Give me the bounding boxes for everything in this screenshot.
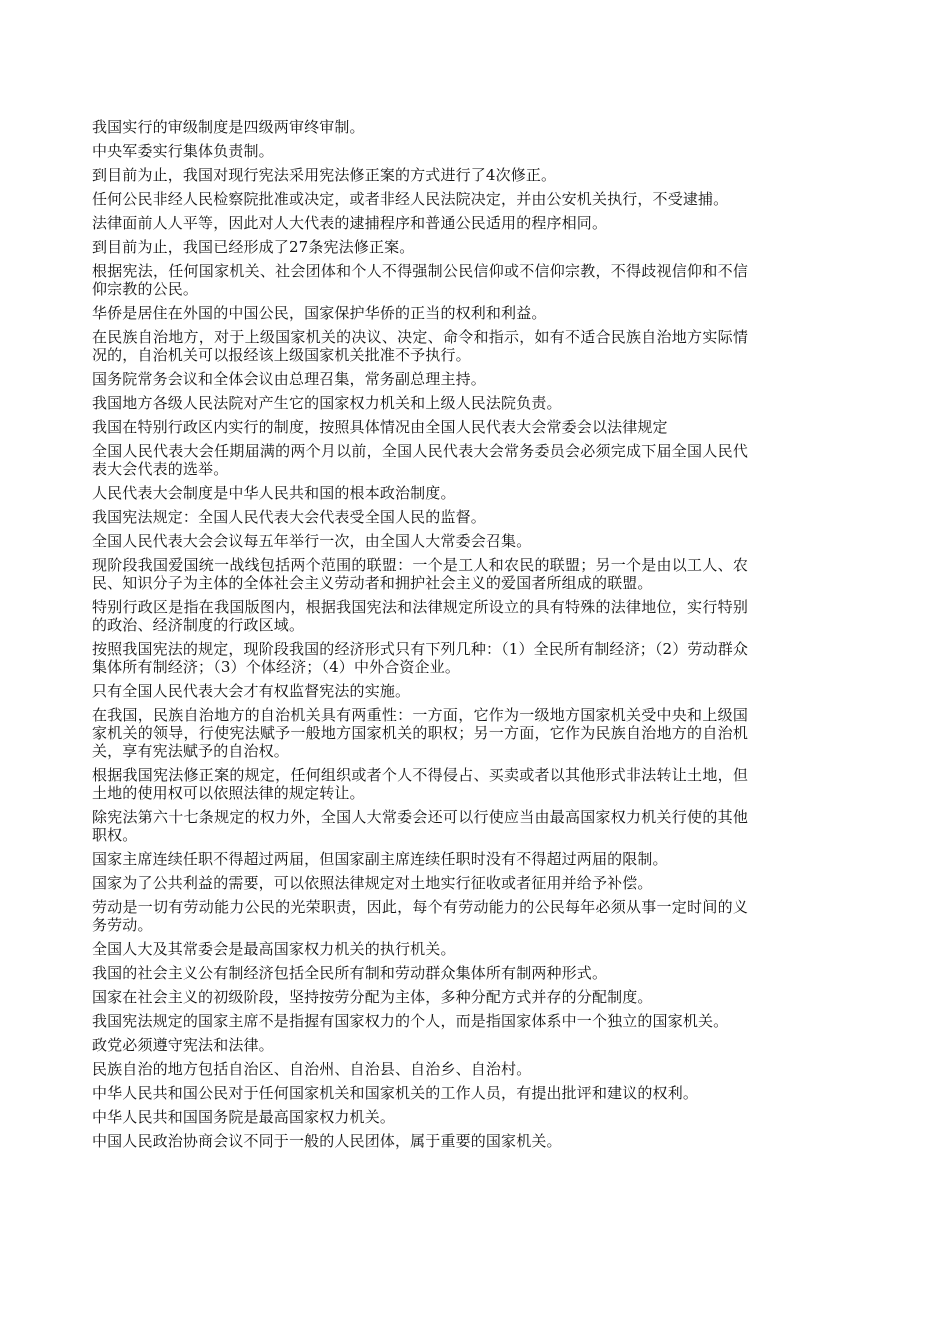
statement-paragraph: 根据我国宪法修正案的规定，任何组织或者个人不得侵占、买卖或者以其他形式非法转让土地，但土地的使用权可以依照法律的规定转让。 [92,766,748,802]
statement-paragraph: 我国地方各级人民法院对产生它的国家权力机关和上级人民法院负责。 [92,394,562,412]
statement-paragraph: 我国实行的审级制度是四级两审终审制。 [92,118,365,136]
statement-paragraph: 中国人民政治协商会议不同于一般的人民团体，属于重要的国家机关。 [92,1132,562,1150]
statement-paragraph: 只有全国人民代表大会才有权监督宪法的实施。 [92,682,411,700]
statement-paragraph: 全国人民代表大会任期届满的两个月以前，全国人民代表大会常务委员会必须完成下届全国人民代表大会代表的选举。 [92,442,748,478]
statement-paragraph: 在民族自治地方，对于上级国家机关的决议、决定、命令和指示，如有不适合民族自治地方实际情况的，自治机关可以报经该上级国家机关批准不予执行。 [92,328,748,364]
statement-paragraph: 全国人民代表大会会议每五年举行一次，由全国人大常委会召集。 [92,532,532,550]
statement-paragraph: 民族自治的地方包括自治区、自治州、自治县、自治乡、自治村。 [92,1060,532,1078]
statement-paragraph: 在我国，民族自治地方的自治机关具有两重性：一方面，它作为一级地方国家机关受中央和上级国家机关的领导，行使宪法赋予一般地方国家机关的职权；另一方面，它作为民族自治地方的自治机关，享有宪法赋予的自治权。 [92,706,748,760]
statement-paragraph: 我国宪法规定的国家主席不是指握有国家权力的个人，而是指国家体系中一个独立的国家机关。 [92,1012,729,1030]
statement-paragraph: 政党必须遵守宪法和法律。 [92,1036,274,1054]
statement-paragraph: 法律面前人人平等，因此对人大代表的逮捕程序和普通公民适用的程序相同。 [92,214,608,232]
statement-paragraph: 中华人民共和国国务院是最高国家权力机关。 [92,1108,396,1126]
statement-paragraph: 人民代表大会制度是中华人民共和国的根本政治制度。 [92,484,456,502]
statement-paragraph: 华侨是居住在外国的中国公民，国家保护华侨的正当的权利和利益。 [92,304,547,322]
statement-paragraph: 到目前为止，我国对现行宪法采用宪法修正案的方式进行了4次修正。 [92,166,557,184]
statement-paragraph: 全国人大及其常委会是最高国家权力机关的执行机关。 [92,940,456,958]
statement-paragraph: 除宪法第六十七条规定的权力外，全国人大常委会还可以行使应当由最高国家权力机关行使的其他职权。 [92,808,748,844]
statement-paragraph: 现阶段我国爱国统一战线包括两个范围的联盟：一个是工人和农民的联盟；另一个是由以工人、农民、知识分子为主体的全体社会主义劳动者和拥护社会主义的爱国者所组成的联盟。 [92,556,748,592]
statement-paragraph: 我国的社会主义公有制经济包括全民所有制和劳动群众集体所有制两种形式。 [92,964,608,982]
statement-paragraph: 劳动是一切有劳动能力公民的光荣职责，因此，每个有劳动能力的公民每年必须从事一定时间的义务劳动。 [92,898,748,934]
statement-paragraph: 根据宪法，任何国家机关、社会团体和个人不得强制公民信仰或不信仰宗教，不得歧视信仰和不信仰宗教的公民。 [92,262,748,298]
statement-paragraph: 中央军委实行集体负责制。 [92,142,274,160]
document-body [92,118,748,1156]
statement-paragraph: 国务院常务会议和全体会议由总理召集，常务副总理主持。 [92,370,486,388]
statement-paragraph: 国家为了公共利益的需要，可以依照法律规定对土地实行征收或者征用并给予补偿。 [92,874,653,892]
statement-paragraph: 任何公民非经人民检察院批准或决定，或者非经人民法院决定，并由公安机关执行，不受逮捕。 [92,190,729,208]
statement-paragraph: 国家在社会主义的初级阶段，坚持按劳分配为主体，多种分配方式并存的分配制度。 [92,988,653,1006]
statement-paragraph: 按照我国宪法的规定，现阶段我国的经济形式只有下列几种：（1）全民所有制经济；（2）劳动群众集体所有制经济；（3）个体经济；（4）中外合资企业。 [92,640,748,676]
statement-paragraph: 国家主席连续任职不得超过两届，但国家副主席连续任职时没有不得超过两届的限制。 [92,850,668,868]
statement-paragraph: 特别行政区是指在我国版图内，根据我国宪法和法律规定所设立的具有特殊的法律地位，实行特别的政治、经济制度的行政区域。 [92,598,748,634]
statement-paragraph: 到目前为止，我国已经形成了27条宪法修正案。 [92,238,415,256]
statement-paragraph: 我国宪法规定：全国人民代表大会代表受全国人民的监督。 [92,508,486,526]
statement-paragraph: 中华人民共和国公民对于任何国家机关和国家机关的工作人员，有提出批评和建议的权利。 [92,1084,699,1102]
statement-paragraph: 我国在特别行政区内实行的制度，按照具体情况由全国人民代表大会常委会以法律规定 [92,418,668,436]
